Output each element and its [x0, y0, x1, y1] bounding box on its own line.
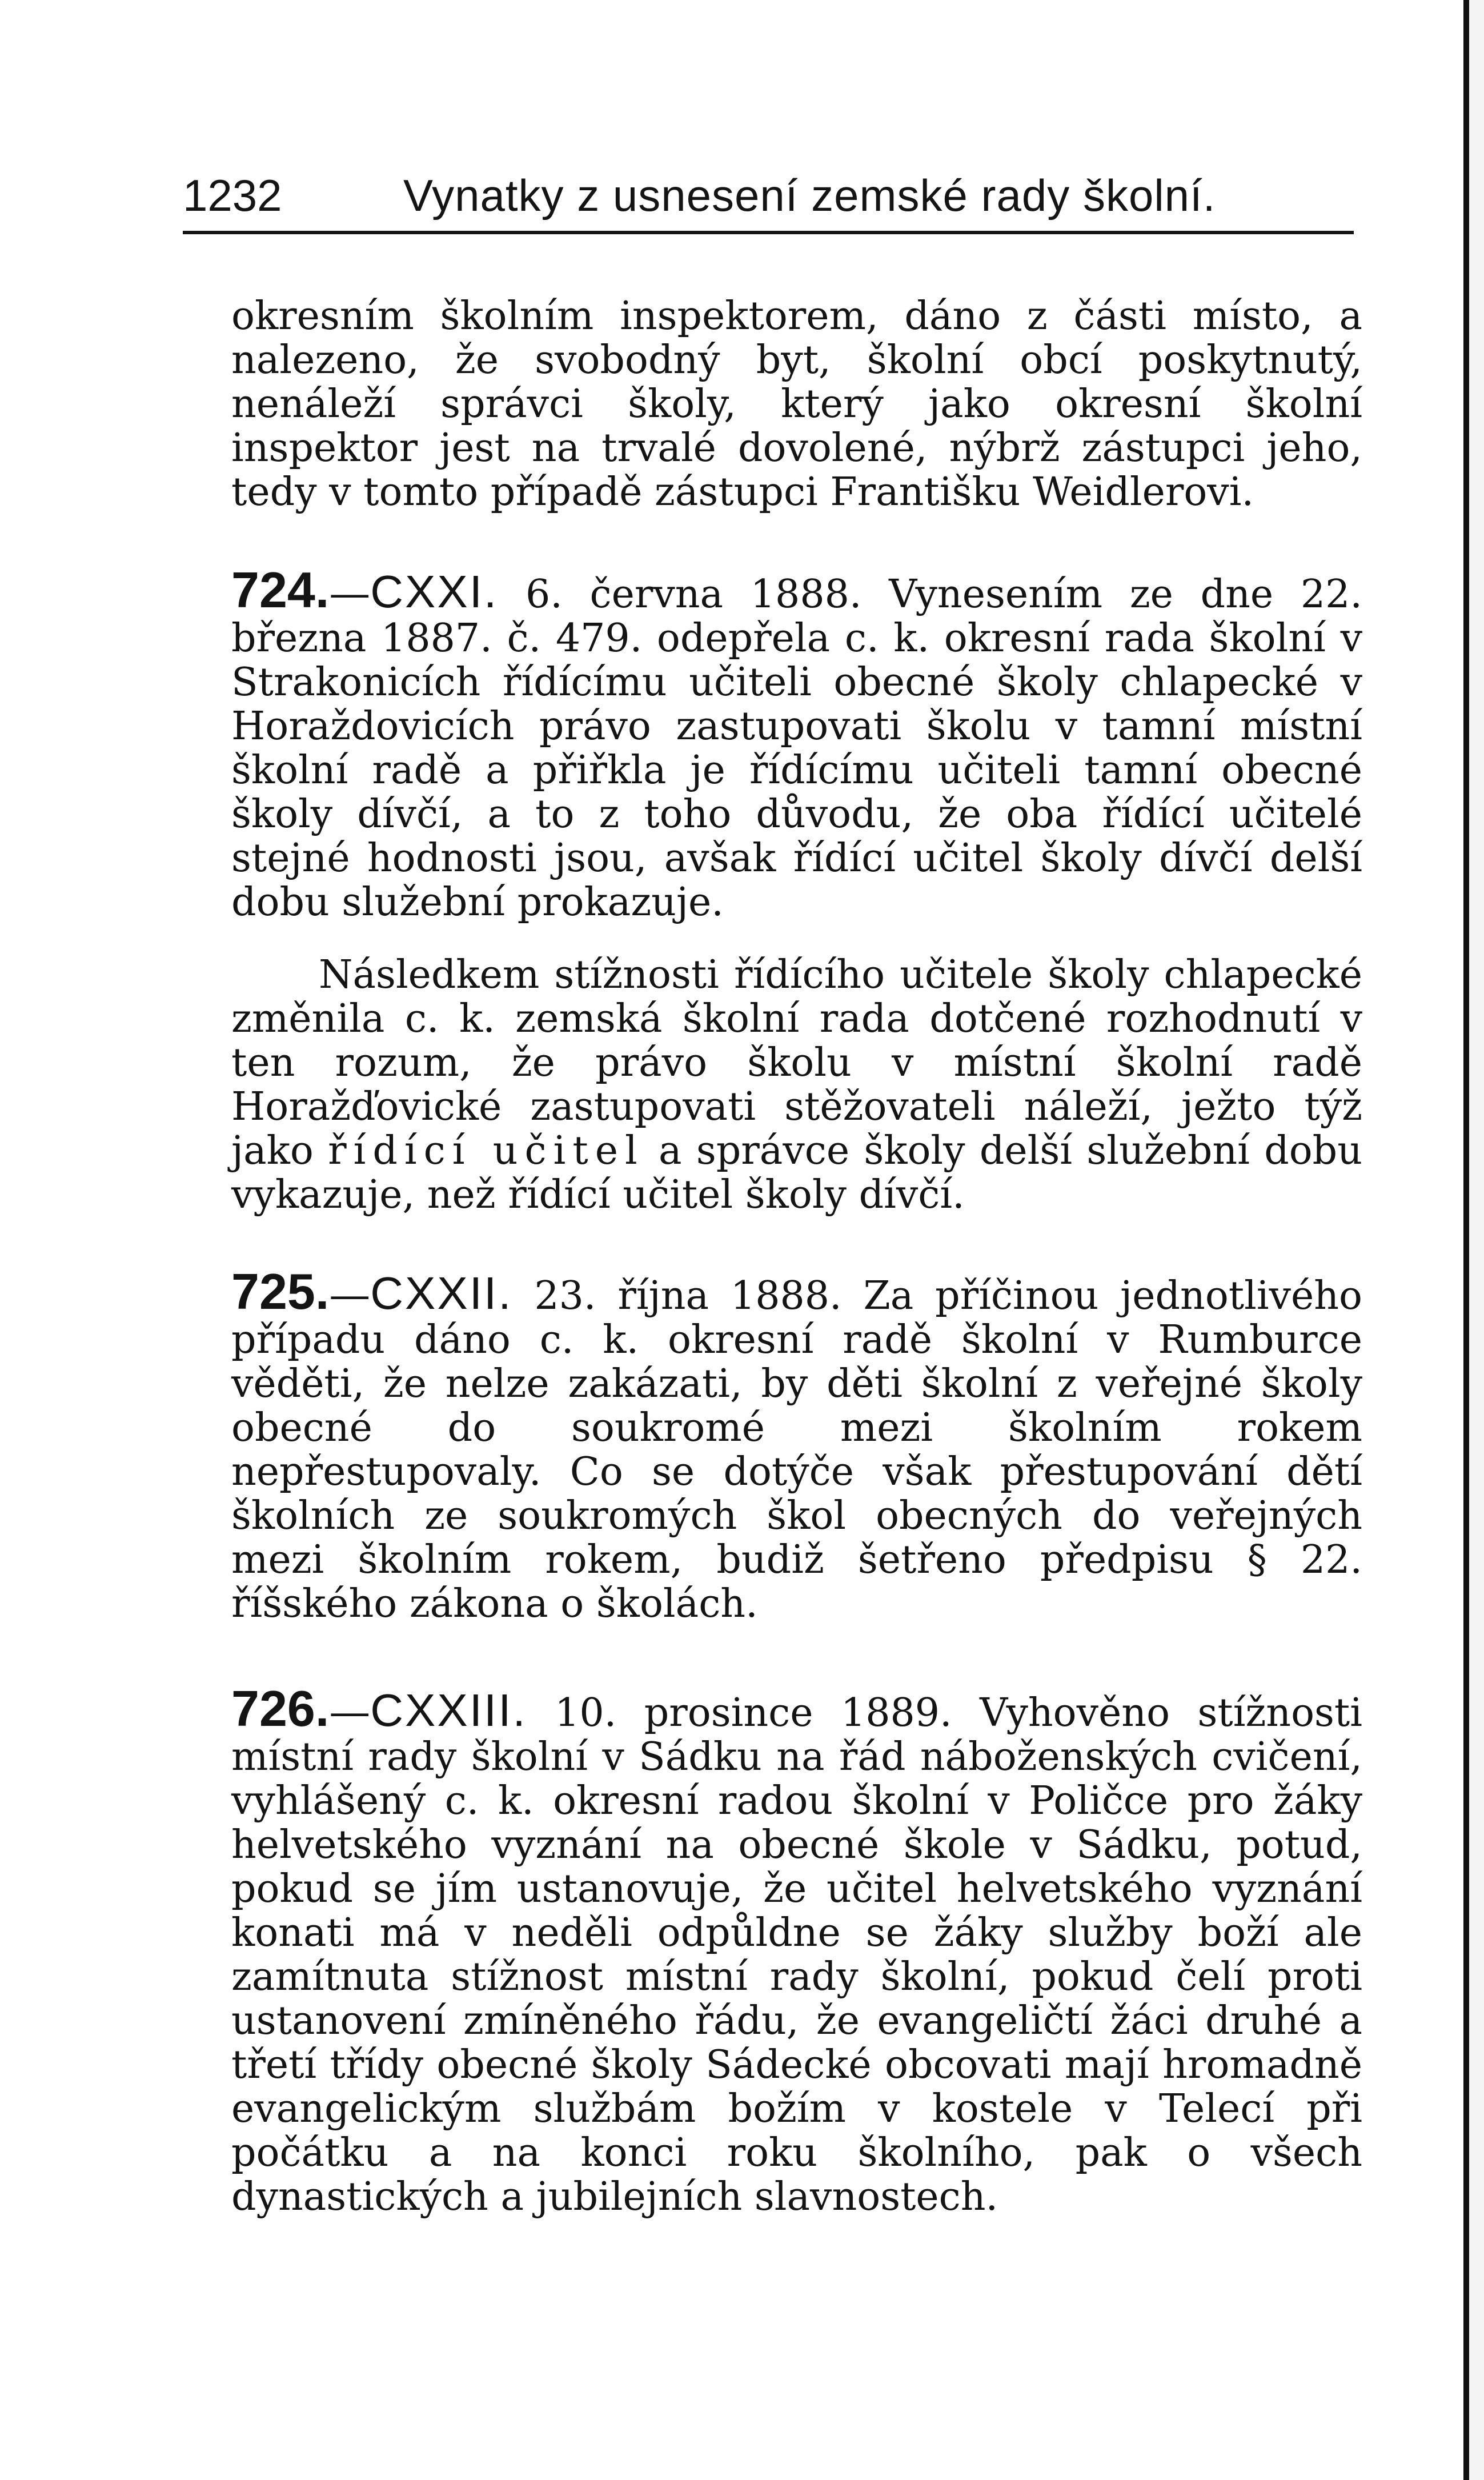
entry-roman-numeral: CXXI.: [370, 566, 499, 617]
entry-text: 10. prosince 1889. Vyhověno stížnosti místní rady školní v Sádku na řád náboženských cvičení, vyhlášený c. k. okresní radou školní v Poličce pro žáky helvetského vyznání na obecné škole v Sádku, potud, pokud se jím ustanovuje, že učitel helvetského vyznání konati má v neděli odpůldne se žáky služby boží ale zamítnuta stížnost místní rady školní, pokud čelí proti ustanovení zmíněného řádu, že evangeličtí žáci druhé a třetí třídy obecné školy Sádecké obcovati mají hromadně evangelickým službám božím v kostele v Telecí při počátku a na konci roku školního, pak o všech dynastických a jubilejních slavnostech.: [231, 1690, 1362, 2219]
entry-dash: —: [329, 1271, 371, 1319]
entry-725: [231, 1263, 1362, 1626]
spaced-emphasis: řídící učitel: [328, 1128, 644, 1173]
entry-726: [231, 1680, 1362, 2219]
entry-dash: —: [329, 1688, 371, 1736]
followup-text-after: a správce školy delší služební dobu vykazuje, než řídící učitel školy dívčí.: [231, 1128, 1363, 1217]
entry-roman-numeral: CXXIII.: [370, 1685, 527, 1736]
intro-paragraph: [231, 294, 1362, 514]
page-number: 1232: [183, 170, 282, 221]
page-edge-dark: [1463, 0, 1469, 2480]
entry-number: 724.: [231, 562, 330, 618]
followup-paragraph: [231, 953, 1362, 1217]
entry-text: 23. října 1888. Za příčinou jednotlivého případu dáno c. k. okresní radě školní v Rumburce věděti, že nelze zakázati, by děti školní z veřejné školy obecné do soukromé mezi školním rokem nepřestupovaly. Co se dotýče však přestupování dětí školních ze soukromých škol obecných do veřejných mezi školním rokem, budiž šetřeno předpisu § 22. říšského zákona o školách.: [231, 1273, 1362, 1626]
running-title: Vynatky z usnesení zemské rady školní.: [403, 170, 1216, 221]
entry-724-paragraph: [231, 562, 1362, 925]
entry-roman-numeral: CXXII.: [370, 1268, 513, 1319]
page-header: [183, 169, 1354, 222]
entry-number: 726.: [231, 1680, 330, 1737]
page-edge-shadow: [1469, 0, 1484, 2480]
entry-724: [231, 562, 1362, 925]
entry-724-followup: [231, 953, 1362, 1217]
entry-dash: —: [329, 569, 371, 617]
followup-text-before: Následkem stížnosti řídícího učitele školy chlapecké změnila c. k. zemská školní rada dotčené rozhodnutí v ten rozum, že právo školu v místní školní radě Horažďovické zastupovati stěžovateli náleží, ježto týž jako: [231, 952, 1362, 1173]
entry-725-paragraph: [231, 1263, 1362, 1626]
entry-text: 6. června 1888. Vynesením ze dne 22. března 1887. č. 479. odepřela c. k. okresní rada školní v Strakonicích řídícímu učiteli obecné školy chlapecké v Horaždovicích právo zastupovati školu v tamní místní školní radě a přiřkla je řídícímu učiteli tamní obecné školy dívčí, a to z toho důvodu, že oba řídící učitelé stejné hodnosti jsou, avšak řídící učitel školy dívčí delší dobu služební prokazuje.: [231, 572, 1362, 925]
entry-726-paragraph: [231, 1680, 1362, 2219]
intro-text: okresním školním inspektorem, dáno z části místo, a nalezeno, že svobodný byt, školní obcí poskytnutý, nenáleží správci školy, který jako okresní školní inspektor jest na trvalé dovolené, nýbrž zástupci jeho, tedy v tomto případě zástupci Františku Weidlerovi.: [231, 294, 1362, 515]
entry-number: 725.: [231, 1263, 330, 1320]
header-rule: [183, 231, 1354, 234]
